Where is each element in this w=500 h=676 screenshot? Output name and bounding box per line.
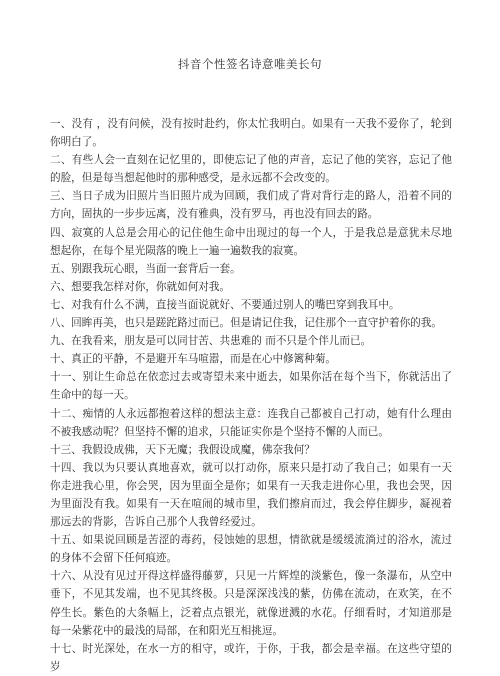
paragraph: 十五、如果说回顾是苦涩的毒药，侵蚀她的思想，情欲就是缓缓流淌过的浴水，流过的身体不会留下任何痕迹。: [50, 534, 452, 565]
paragraph: 九、在我看来，朋友是可以同甘苦、共患难的 而不只是个伴儿而已。: [50, 335, 372, 348]
paragraph: 五、别跟我玩心眼，当面一套背后一套。: [50, 262, 241, 275]
paragraph: 十四、我以为只要认真地喜欢，就可以打动你，原来只是打动了我自己；如果有一天你走进我心里，你会哭，因为里面全是你；如果有一天我走进你心里，我也会哭，因为里面没有我。如果有一天在喧闹的城市里，我们擦肩而过，我会停住脚步，凝视着那远去的背影，告诉自己那个人我曾经爱过。: [50, 461, 452, 529]
paragraph: 八、回眸再美，也只是蹉跎路过而已。但是请记住我，记住那个一直守护着你的我。: [50, 317, 442, 330]
paragraph: 十一、别让生命总在依恋过去或寄望未来中逝去，如果你活在每个当下，你就活出了生命中的每一天。: [50, 371, 452, 402]
paragraph: 一、没有 ，没有问候，没有按时赴约，你太忙我明白。如果有一天我不爱你了，轮到你明白了。: [50, 118, 452, 149]
paragraph: 十二、痴情的人永远都抱着这样的想法主意：连我自己都被自己打动，她有什么理由不被我感动呢？但坚持不懈的追求，只能证实你是个坚持不懈的人而已。: [50, 407, 452, 438]
document-body: [50, 115, 452, 676]
paragraph: 十六、从没有见过开得这样盛得藤萝，只见一片辉煌的淡紫色，像一条瀑布，从空中垂下，不见其发端，也不见其终极。只是深深浅浅的紫，仿佛在流动，在欢笑，在不停生长。紫色的大条幅上，泛着点点银光，就像迸溅的水花。仔细看时，才知道那是每一朵紫花中的最浅的局部，在和阳光互相挑逗。: [50, 570, 452, 637]
paragraph: 十、真正的平静，不是避开车马喧嚣，而是在心中修篱种菊。: [50, 353, 337, 366]
paragraph: 四、寂寞的人总是会用心的记住他生命中出现过的每一个人，于是我总是意犹未尽地想起你，在每个星光陨落的晚上一遍一遍数我的寂寞。: [50, 226, 452, 257]
document-title: 抖音个性签名诗意唯美长句: [178, 57, 322, 71]
paragraph: 十七、时光深处，在水一方的相守，或许，于你，于我，都会是幸福。在这些守望的岁: [50, 642, 452, 673]
paragraph: 七、对我有什么不满，直接当面说就好、不要通过别人的嘴巴穿到我耳中。: [50, 298, 400, 311]
paragraph: 十三、我假设成佛，天下无魔；我假设成魔，佛奈我何？: [50, 443, 315, 456]
paragraph: 二、有些人会一直刻在记忆里的，即使忘记了他的声音，忘记了他的笑容，忘记了他的脸，但是每当想起他时的那种感受，是永远都不会改变的。: [50, 154, 452, 185]
paragraph: 三、当日子成为旧照片当旧照片成为回顾，我们成了背对背行走的路人，沿着不同的方向，固执的一步步远离，没有雅典，没有罗马，再也没有回去的路。: [50, 190, 452, 221]
paragraph: 六、想要我怎样对你，你就如何对我。: [50, 280, 231, 293]
